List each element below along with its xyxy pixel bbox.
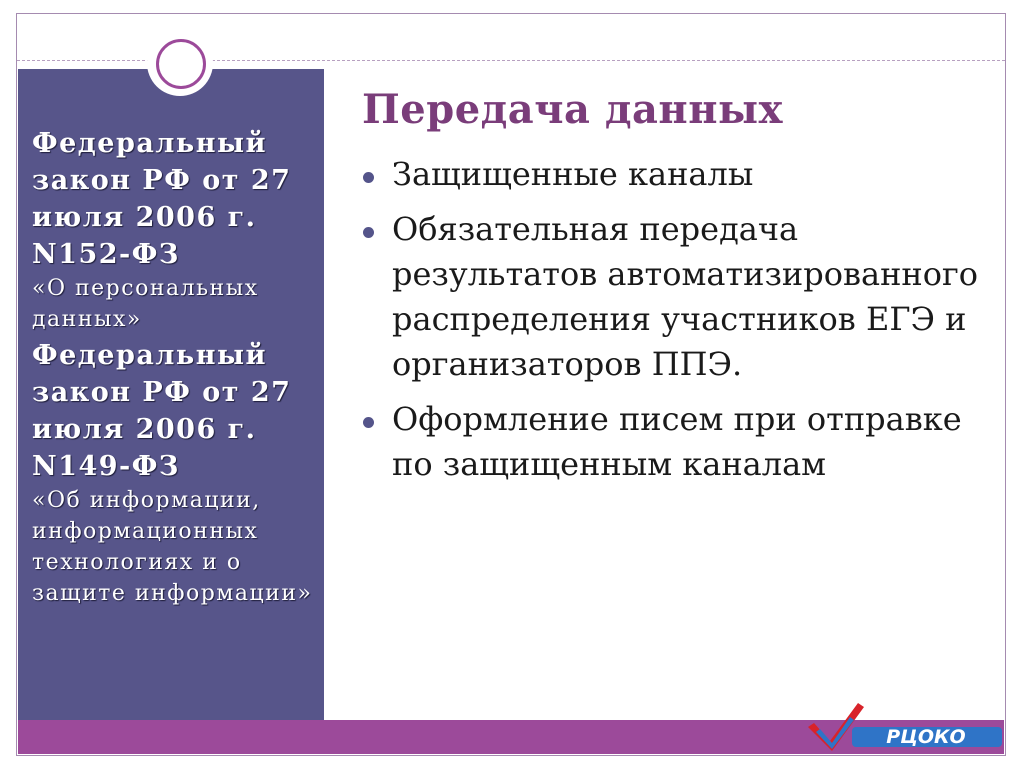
bullet-text: Защищенные каналы — [392, 155, 754, 193]
law-2-subtitle: «Об информации, информационных технологиях и о защите информации» — [32, 488, 313, 606]
sidebar-panel — [18, 69, 324, 720]
law-1-heading: Федеральный закон РФ от 27 июля 2006 г. N152-ФЗ — [32, 128, 292, 270]
circle-ring — [156, 39, 206, 89]
rcoko-logo — [806, 697, 1006, 755]
bullet-text: Оформление писем при отправке по защищенным каналам — [392, 400, 962, 483]
bullet-list — [360, 152, 980, 497]
bullet-dot-icon — [363, 417, 374, 428]
bullet-item — [360, 152, 980, 197]
law-1-subtitle: «О персональных данных» — [32, 276, 259, 332]
logo-text: РЦОКО — [886, 726, 966, 748]
bullet-text: Обязательная передача результатов автоматизированного распределения участников ЕГЭ и организаторов ППЭ. — [392, 210, 979, 383]
law-2-heading: Федеральный закон РФ от 27 июля 2006 г. N149-ФЗ — [32, 340, 292, 482]
slide-title: Передача данных — [362, 86, 783, 133]
bullet-dot-icon — [363, 172, 374, 183]
bullet-item — [360, 397, 980, 487]
circle-ornament-icon — [147, 30, 213, 96]
logo-checkmark-blue — [816, 717, 854, 749]
bullet-item — [360, 207, 980, 387]
bullet-dot-icon — [363, 227, 374, 238]
